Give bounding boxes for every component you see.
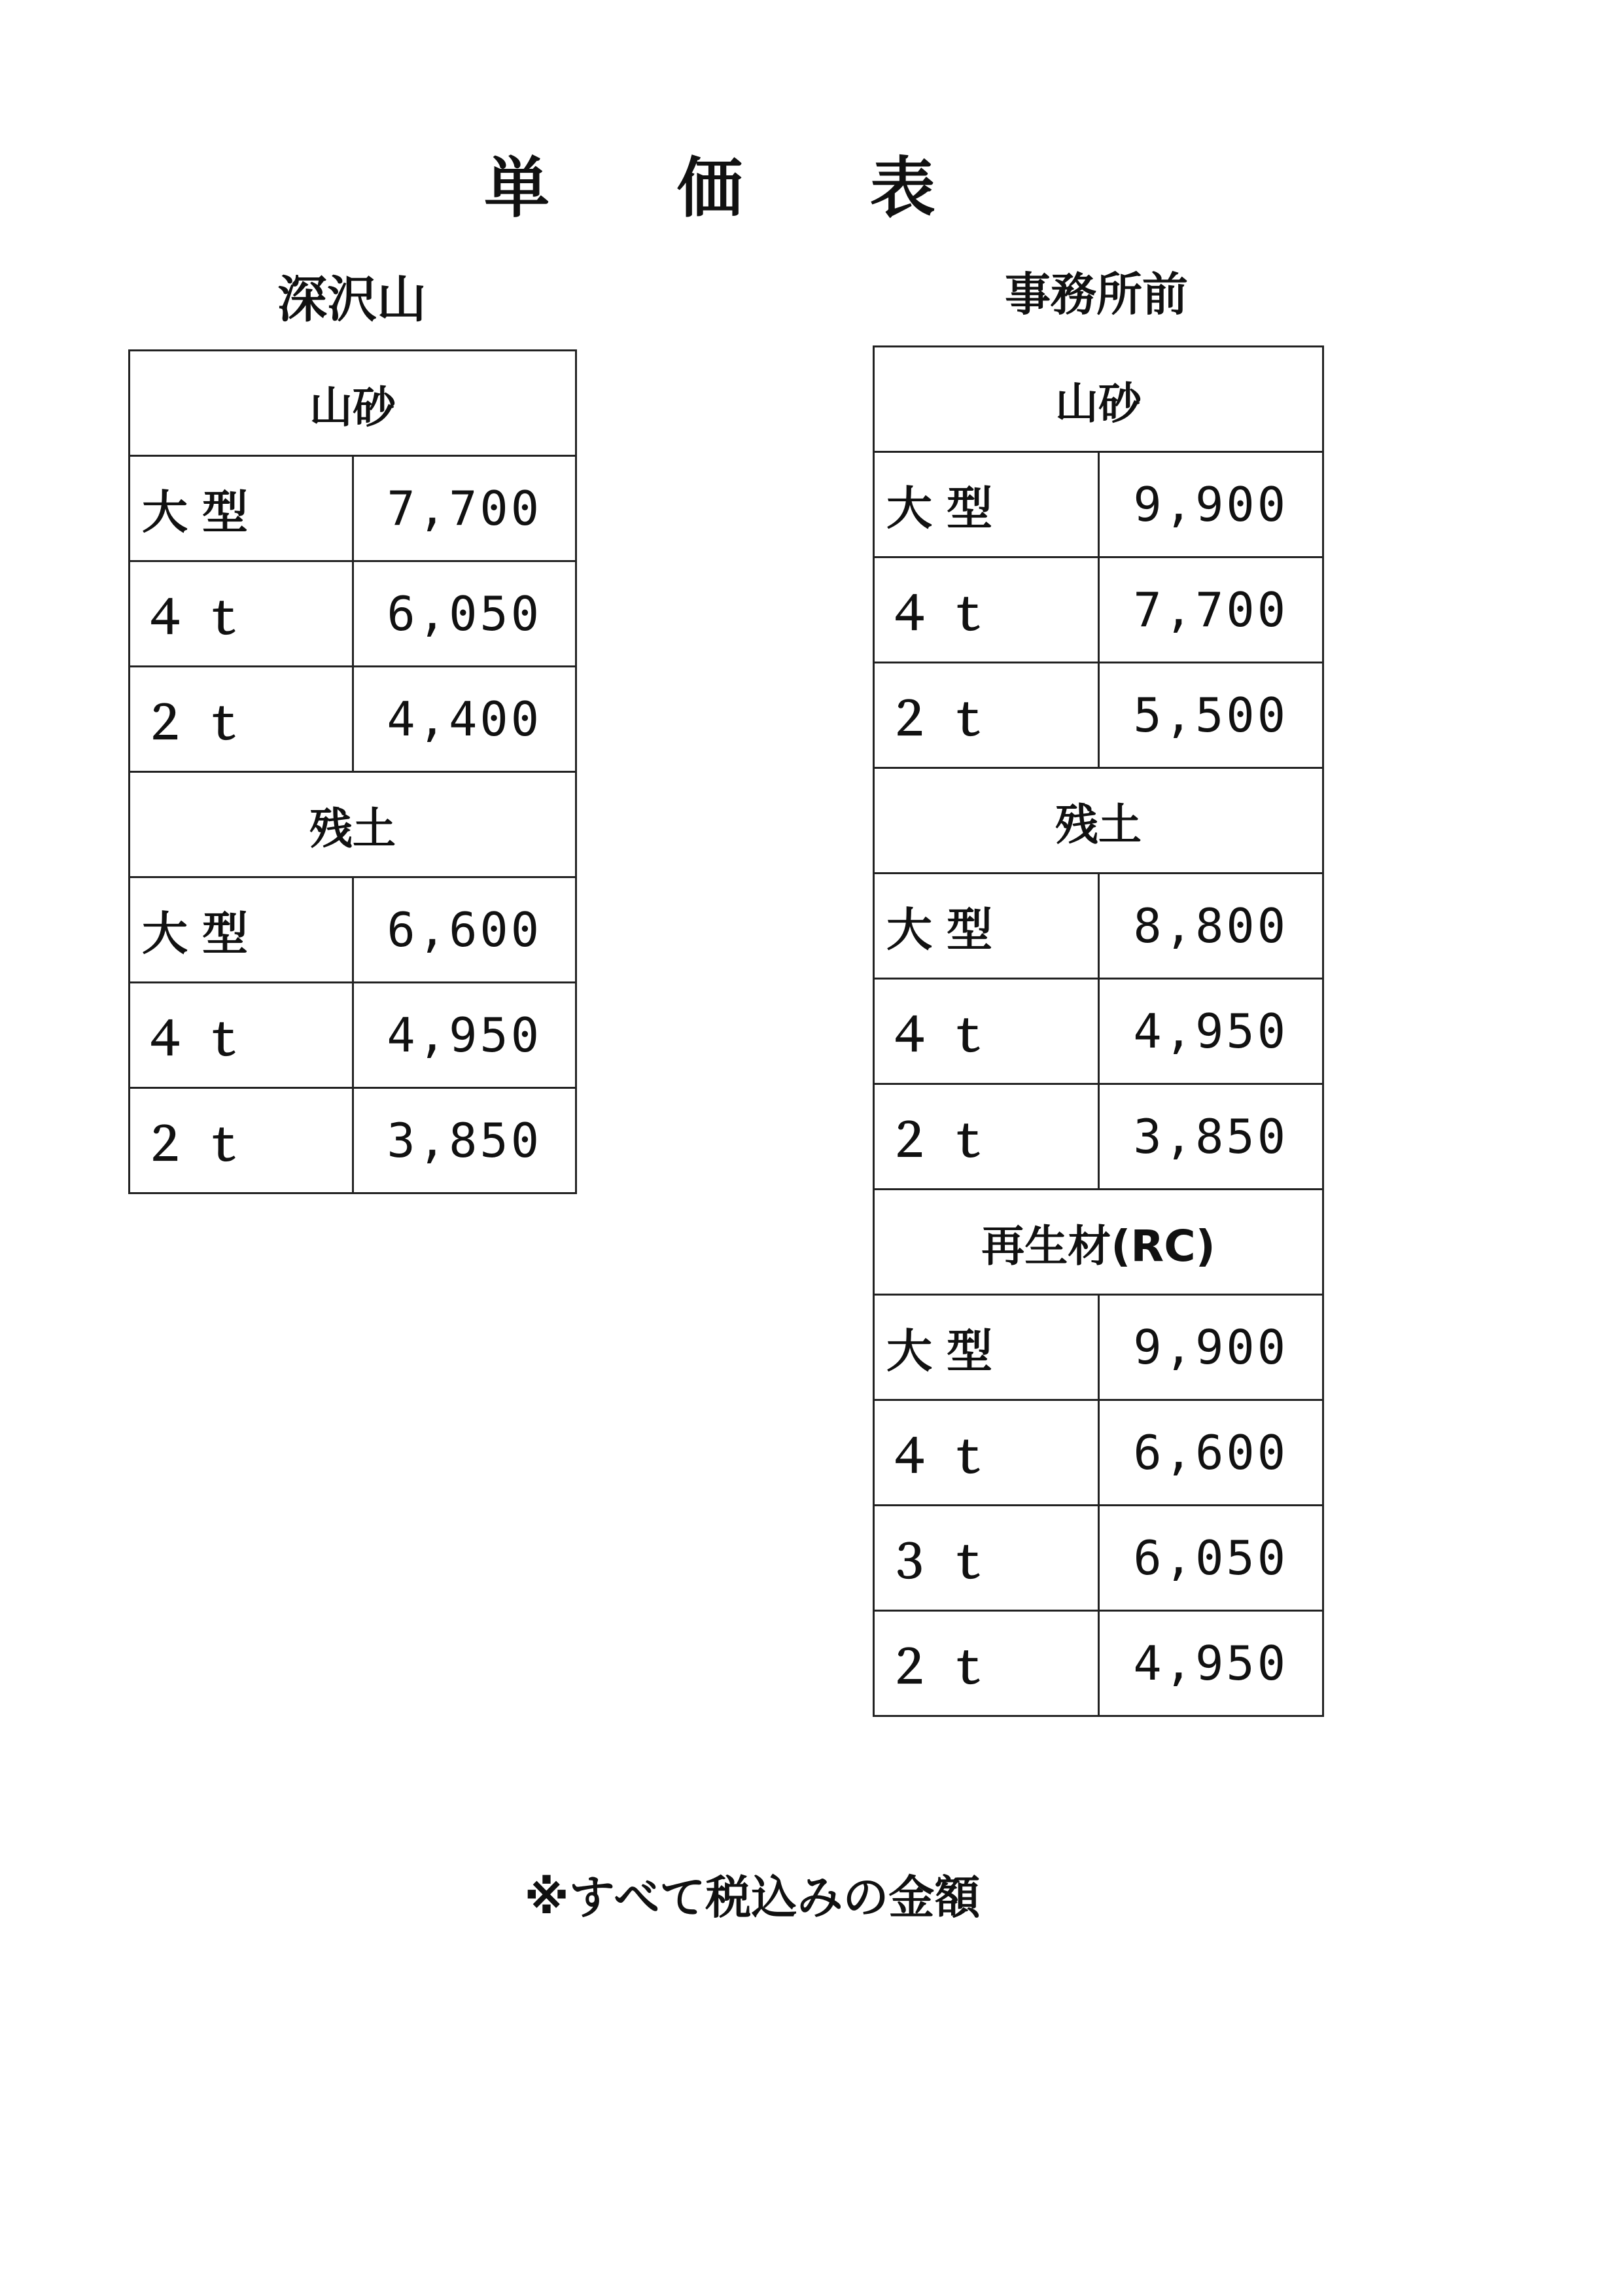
category-row bbox=[874, 768, 1323, 874]
truck-size-label: 大型 bbox=[874, 874, 1099, 979]
category-row bbox=[130, 772, 576, 877]
price-value: 6,600 bbox=[1098, 1400, 1323, 1506]
site-name-fukasawayama: 深沢山 bbox=[277, 270, 427, 328]
tax-included-note: ※すべて税込みの金額 bbox=[524, 1871, 981, 1924]
price-row bbox=[874, 874, 1323, 979]
truck-size-label: ２ｔ bbox=[130, 1088, 353, 1193]
truck-size-label: ４ｔ bbox=[874, 557, 1099, 663]
price-row bbox=[874, 979, 1323, 1084]
price-row bbox=[874, 1400, 1323, 1506]
price-value: 6,600 bbox=[353, 877, 576, 983]
price-value: 5,500 bbox=[1098, 663, 1323, 768]
price-value: 3,850 bbox=[353, 1088, 576, 1193]
price-row bbox=[874, 663, 1323, 768]
price-row bbox=[130, 1088, 576, 1193]
price-value: 4,950 bbox=[1098, 979, 1323, 1084]
price-row bbox=[874, 1506, 1323, 1611]
price-value: 6,050 bbox=[1098, 1506, 1323, 1611]
truck-size-label: ４ｔ bbox=[130, 561, 353, 667]
price-value: 7,700 bbox=[1098, 557, 1323, 663]
price-row bbox=[874, 452, 1323, 557]
category-label: 再生材(RC) bbox=[874, 1190, 1323, 1295]
price-value: 8,800 bbox=[1098, 874, 1323, 979]
truck-size-label: 大型 bbox=[130, 877, 353, 983]
page-title: 単 価 表 bbox=[484, 150, 988, 226]
category-label: 残土 bbox=[130, 772, 576, 877]
truck-size-label: ２ｔ bbox=[874, 1084, 1099, 1190]
price-value: 4,950 bbox=[353, 983, 576, 1088]
price-row bbox=[130, 877, 576, 983]
truck-size-label: 大型 bbox=[874, 452, 1099, 557]
category-label: 山砂 bbox=[130, 351, 576, 456]
truck-size-label: ２ｔ bbox=[874, 1611, 1099, 1716]
truck-size-label: ２ｔ bbox=[130, 667, 353, 772]
truck-size-label: ４ｔ bbox=[130, 983, 353, 1088]
price-row bbox=[874, 1084, 1323, 1190]
price-row bbox=[874, 557, 1323, 663]
price-row bbox=[130, 456, 576, 561]
price-row bbox=[874, 1295, 1323, 1400]
truck-size-label: ３ｔ bbox=[874, 1506, 1099, 1611]
site-name-office-front: 事務所前 bbox=[1005, 268, 1188, 321]
price-row bbox=[130, 983, 576, 1088]
category-row bbox=[874, 347, 1323, 452]
price-table-fukasawayama bbox=[128, 349, 577, 1194]
price-table-office-front bbox=[873, 345, 1324, 1717]
truck-size-label: 大型 bbox=[130, 456, 353, 561]
truck-size-label: 大型 bbox=[874, 1295, 1099, 1400]
category-row bbox=[874, 1190, 1323, 1295]
category-row bbox=[130, 351, 576, 456]
truck-size-label: ４ｔ bbox=[874, 1400, 1099, 1506]
price-row bbox=[130, 561, 576, 667]
truck-size-label: ４ｔ bbox=[874, 979, 1099, 1084]
price-value: 7,700 bbox=[353, 456, 576, 561]
price-value: 4,950 bbox=[1098, 1611, 1323, 1716]
price-row bbox=[874, 1611, 1323, 1716]
price-value: 3,850 bbox=[1098, 1084, 1323, 1190]
price-row bbox=[130, 667, 576, 772]
price-value: 9,900 bbox=[1098, 1295, 1323, 1400]
price-value: 6,050 bbox=[353, 561, 576, 667]
truck-size-label: ２ｔ bbox=[874, 663, 1099, 768]
category-label: 残土 bbox=[874, 768, 1323, 874]
price-value: 4,400 bbox=[353, 667, 576, 772]
price-value: 9,900 bbox=[1098, 452, 1323, 557]
category-label: 山砂 bbox=[874, 347, 1323, 452]
